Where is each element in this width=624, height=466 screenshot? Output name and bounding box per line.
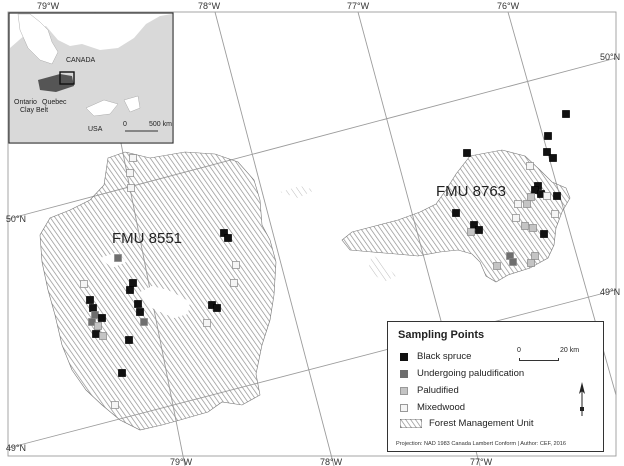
legend-swatch — [400, 404, 408, 412]
map-credit: Projection: NAD 1983 Canada Lambert Conform | Author: CEF, 2016 — [396, 441, 566, 447]
coord-right-2: 49°N — [600, 287, 621, 297]
legend-swatch — [400, 353, 408, 361]
legend-swatch — [400, 387, 408, 395]
legend-item-black-spruce — [400, 351, 471, 362]
legend-swatch — [400, 370, 408, 378]
undergoing-paludification-point — [92, 312, 99, 319]
black-spruce-point — [541, 231, 548, 238]
coord-top-2: 78°W — [198, 1, 221, 11]
mixedwood-point — [552, 211, 559, 218]
black-spruce-point — [545, 133, 552, 140]
black-spruce-point — [126, 337, 133, 344]
undergoing-paludification-point — [510, 259, 517, 266]
coord-right-1: 50°N — [600, 52, 621, 62]
inset-label-quebec: Quebec — [42, 99, 67, 106]
legend-item-label: Black spruce — [417, 351, 472, 362]
coord-bottom-2: 78°W — [320, 457, 343, 466]
inset-label-ontario: Ontario — [14, 99, 37, 106]
mixedwood-point — [544, 193, 551, 200]
mixedwood-point — [128, 185, 135, 192]
mixedwood-point — [127, 170, 134, 177]
black-spruce-point — [87, 297, 94, 304]
scale-bar-end: 20 km — [560, 347, 580, 354]
scale-bar-line — [519, 358, 559, 361]
coord-left-2: 49°N — [5, 443, 26, 453]
paludified-point — [528, 260, 535, 267]
black-spruce-point — [137, 309, 144, 316]
north-arrow-icon — [575, 380, 589, 420]
black-spruce-point — [214, 305, 221, 312]
mixedwood-point — [233, 262, 240, 269]
legend-item-label: Forest Management Unit — [429, 418, 534, 429]
inset-scale-start: 0 — [123, 121, 127, 128]
black-spruce-point — [93, 331, 100, 338]
legend-item-mixedwood — [400, 402, 465, 413]
legend-item-label: Mixedwood — [417, 402, 466, 413]
inset-label-claybelt: Clay Belt — [20, 107, 49, 114]
black-spruce-point — [476, 227, 483, 234]
coord-left-1: 50°N — [5, 214, 26, 224]
paludified-point — [494, 263, 501, 270]
legend-item-fmu — [400, 418, 534, 429]
paludified-point — [532, 253, 539, 260]
black-spruce-point — [453, 210, 460, 217]
coord-top-4: 76°W — [497, 1, 520, 11]
inset-label-usa: USA — [88, 126, 103, 133]
coord-bottom-3: 77°W — [470, 457, 493, 466]
black-spruce-point — [99, 315, 106, 322]
fmu-label-8551: FMU 8551 — [112, 230, 183, 247]
black-spruce-point — [119, 370, 126, 377]
legend-hatch-swatch — [400, 419, 422, 428]
legend-item-label: Undergoing paludification — [417, 368, 525, 379]
paludified-point — [100, 333, 107, 340]
undergoing-paludification-point — [141, 319, 148, 326]
mixedwood-point — [515, 201, 522, 208]
paludified-point — [522, 223, 529, 230]
inset-label-canada: CANADA — [66, 57, 96, 64]
black-spruce-point — [464, 150, 471, 157]
mixedwood-point — [204, 320, 211, 327]
black-spruce-point — [127, 287, 134, 294]
mixedwood-point — [527, 163, 534, 170]
paludified-point — [468, 229, 475, 236]
coord-top-3: 77°W — [347, 1, 370, 11]
scale-bar — [519, 347, 581, 363]
coord-top-1: 79°W — [37, 1, 60, 11]
inset-scale-end: 500 km — [149, 121, 172, 128]
paludified-point — [528, 194, 535, 201]
mixedwood-point — [81, 281, 88, 288]
mixedwood-point — [112, 402, 119, 409]
paludified-point — [524, 201, 531, 208]
legend-item-label: Paludified — [417, 385, 459, 396]
mixedwood-point — [231, 280, 238, 287]
black-spruce-point — [135, 301, 142, 308]
legend-item-undergoing — [400, 368, 524, 379]
mixedwood-point — [130, 155, 137, 162]
scale-bar-start: 0 — [517, 347, 521, 354]
legend-item-paludified — [400, 385, 459, 396]
black-spruce-point — [225, 235, 232, 242]
mixedwood-point — [513, 215, 520, 222]
undergoing-paludification-point — [115, 255, 122, 262]
black-spruce-point — [554, 193, 561, 200]
legend — [387, 321, 604, 452]
black-spruce-point — [130, 280, 137, 287]
inset-map — [9, 13, 173, 143]
black-spruce-point — [550, 155, 557, 162]
paludified-point — [95, 323, 102, 330]
black-spruce-point — [563, 111, 570, 118]
legend-title: Sampling Points — [398, 329, 485, 341]
coord-bottom-1: 79°W — [170, 457, 193, 466]
fmu-label-8763: FMU 8763 — [436, 183, 507, 200]
black-spruce-point — [90, 305, 97, 312]
paludified-point — [530, 225, 537, 232]
